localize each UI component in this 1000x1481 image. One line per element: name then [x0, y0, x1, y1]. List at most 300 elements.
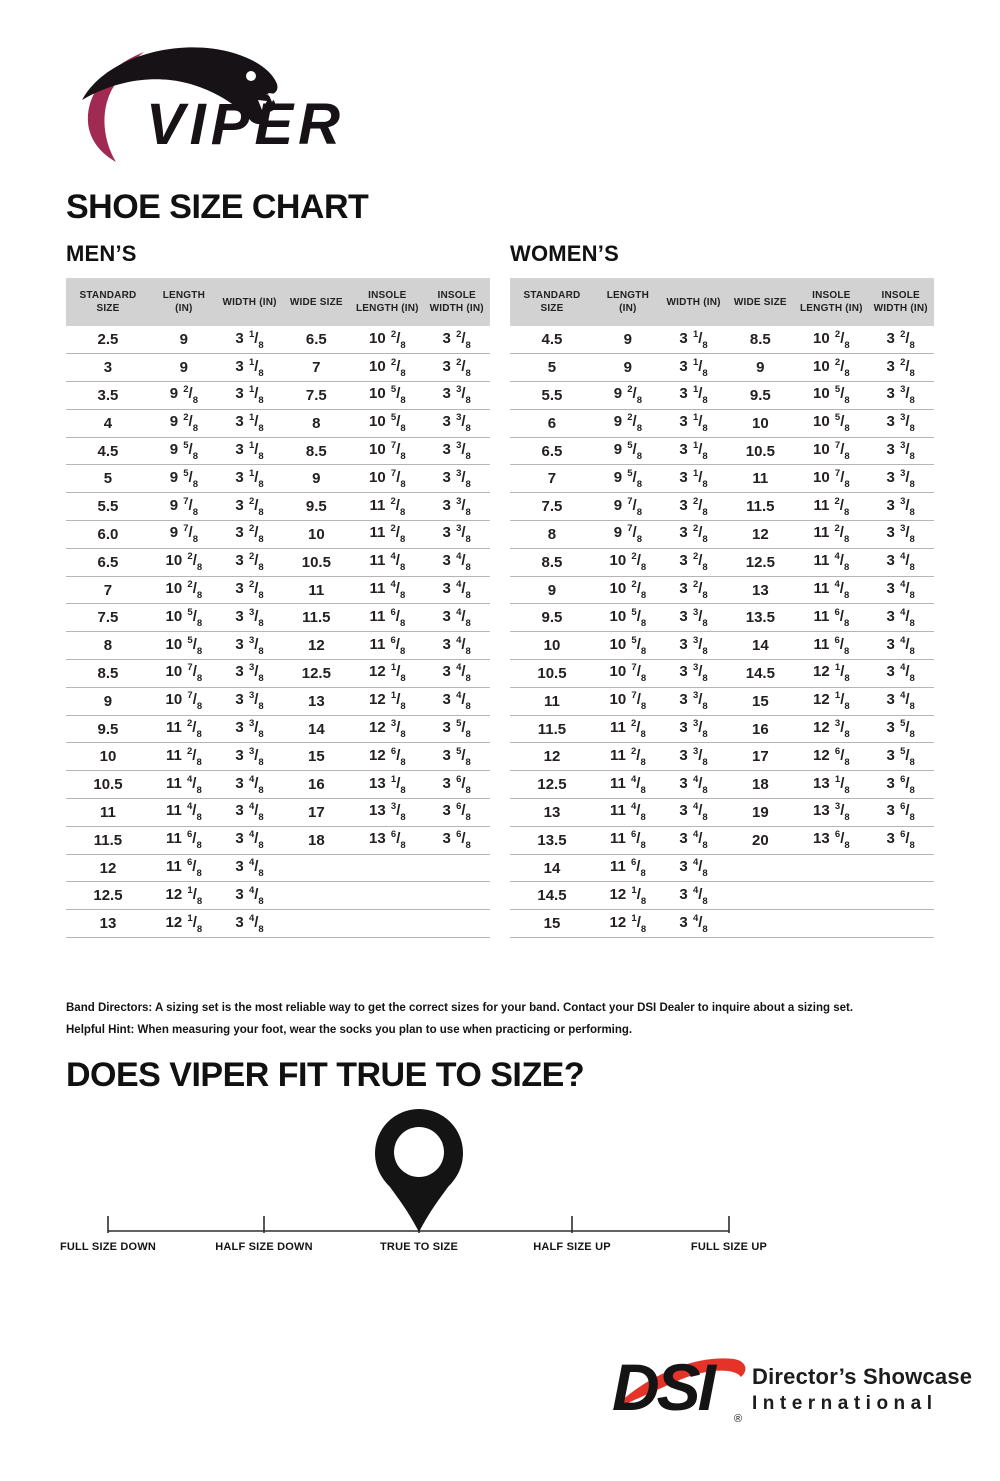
width-in-cell: 3 $^3/_8$: [662, 632, 726, 660]
wide-size-cell: 12.5: [281, 660, 351, 688]
wide-size-cell: 9.5: [725, 382, 795, 410]
insole-length-in-cell: [795, 910, 867, 938]
wide-size-cell: 8: [281, 409, 351, 437]
width-in-cell: 3 $^1/_8$: [662, 354, 726, 382]
width-in-cell: 3 $^3/_8$: [662, 715, 726, 743]
length-in-cell: 10 $^7/_8$: [594, 660, 662, 688]
length-in-cell: 9: [594, 354, 662, 382]
insole-width-in-cell: 3 $^4/_8$: [423, 687, 490, 715]
insole-length-in-cell: 11 $^4/_8$: [351, 576, 423, 604]
width-in-cell: 3 $^4/_8$: [662, 854, 726, 882]
table-row: [510, 548, 934, 576]
standard-size-cell: 4.5: [66, 437, 150, 465]
table-row: [66, 437, 490, 465]
width-in-cell: 3 $^4/_8$: [662, 826, 726, 854]
insole-length-in-cell: 11 $^4/_8$: [351, 548, 423, 576]
wide-size-cell: [725, 854, 795, 882]
insole-length-in-cell: 10 $^2/_8$: [351, 354, 423, 382]
width-in-cell: 3 $^4/_8$: [662, 882, 726, 910]
width-in-cell: 3 $^3/_8$: [662, 604, 726, 632]
womens-size-table-section: [510, 241, 934, 938]
table-row: [510, 465, 934, 493]
insole-length-in-cell: 10 $^5/_8$: [351, 409, 423, 437]
insole-length-in-cell: 10 $^5/_8$: [795, 409, 867, 437]
width-in-cell: 3 $^3/_8$: [662, 660, 726, 688]
table-row: [510, 743, 934, 771]
length-in-cell: 11 $^2/_8$: [150, 743, 218, 771]
standard-size-cell: 6: [510, 409, 594, 437]
viper-logo: [58, 38, 350, 168]
wide-size-cell: 19: [725, 799, 795, 827]
table-row: [510, 604, 934, 632]
wide-size-cell: 20: [725, 826, 795, 854]
column-header-length-in: LENGTH (IN): [150, 278, 218, 326]
length-in-cell: 11 $^2/_8$: [150, 715, 218, 743]
length-in-cell: 9 $^2/_8$: [594, 382, 662, 410]
length-in-cell: 11 $^6/_8$: [594, 826, 662, 854]
table-row: [66, 910, 490, 938]
width-in-cell: 3 $^3/_8$: [218, 715, 282, 743]
width-in-cell: 3 $^2/_8$: [218, 548, 282, 576]
insole-length-in-cell: [351, 910, 423, 938]
insole-length-in-cell: 13 $^3/_8$: [351, 799, 423, 827]
table-row: [66, 854, 490, 882]
width-in-cell: 3 $^2/_8$: [662, 548, 726, 576]
insole-length-in-cell: 11 $^4/_8$: [795, 576, 867, 604]
insole-length-in-cell: 13 $^6/_8$: [795, 826, 867, 854]
table-row: [66, 604, 490, 632]
dsi-company-name: [752, 1364, 972, 1415]
table-row: [510, 771, 934, 799]
wide-size-cell: [281, 910, 351, 938]
wide-size-cell: 18: [725, 771, 795, 799]
table-row: [66, 493, 490, 521]
table-row: [510, 326, 934, 354]
standard-size-cell: 12: [66, 854, 150, 882]
column-header-wide-size: WIDE SIZE: [725, 278, 795, 326]
width-in-cell: 3 $^2/_8$: [662, 576, 726, 604]
table-row: [66, 632, 490, 660]
standard-size-cell: 12.5: [510, 771, 594, 799]
band-directors-note: Band Directors: A sizing set is the most reliable way to get the correct sizes for your band. Contact your DSI Dealer to inquire about a sizing set.: [66, 1002, 854, 1014]
standard-size-cell: 11: [510, 687, 594, 715]
insole-length-in-cell: 10 $^2/_8$: [351, 326, 423, 354]
standard-size-cell: 7.5: [510, 493, 594, 521]
standard-size-cell: 3: [66, 354, 150, 382]
standard-size-cell: 9: [66, 687, 150, 715]
length-in-cell: 11 $^2/_8$: [594, 715, 662, 743]
insole-width-in-cell: [423, 882, 490, 910]
insole-length-in-cell: 10 $^7/_8$: [795, 437, 867, 465]
insole-length-in-cell: 11 $^2/_8$: [351, 521, 423, 549]
standard-size-cell: 11.5: [66, 826, 150, 854]
insole-length-in-cell: [795, 854, 867, 882]
table-row: [510, 882, 934, 910]
column-header-width-in: WIDTH (IN): [662, 278, 726, 326]
insole-width-in-cell: 3 $^3/_8$: [867, 493, 934, 521]
length-in-cell: 9 $^2/_8$: [594, 409, 662, 437]
table-row: [510, 576, 934, 604]
table-row: [66, 548, 490, 576]
wide-size-cell: 12: [281, 632, 351, 660]
width-in-cell: 3 $^4/_8$: [218, 799, 282, 827]
wide-size-cell: 13.5: [725, 604, 795, 632]
insole-width-in-cell: 3 $^4/_8$: [423, 660, 490, 688]
insole-width-in-cell: 3 $^3/_8$: [867, 382, 934, 410]
standard-size-cell: 5: [510, 354, 594, 382]
table-row: [510, 799, 934, 827]
insole-length-in-cell: 12 $^1/_8$: [351, 660, 423, 688]
insole-length-in-cell: 10 $^5/_8$: [351, 382, 423, 410]
table-row: [510, 854, 934, 882]
standard-size-cell: 2.5: [66, 326, 150, 354]
insole-width-in-cell: 3 $^4/_8$: [423, 604, 490, 632]
insole-width-in-cell: 3 $^5/_8$: [867, 743, 934, 771]
length-in-cell: 9: [150, 326, 218, 354]
wide-size-cell: 8.5: [281, 437, 351, 465]
insole-width-in-cell: 3 $^3/_8$: [867, 437, 934, 465]
width-in-cell: 3 $^1/_8$: [218, 326, 282, 354]
width-in-cell: 3 $^3/_8$: [218, 632, 282, 660]
insole-length-in-cell: 12 $^1/_8$: [795, 687, 867, 715]
width-in-cell: 3 $^1/_8$: [662, 326, 726, 354]
column-header-standard-size: STANDARD SIZE: [510, 278, 594, 326]
table-row: [510, 632, 934, 660]
insole-width-in-cell: 3 $^3/_8$: [423, 382, 490, 410]
wide-size-cell: 11.5: [725, 493, 795, 521]
dsi-name-line1: Director’s Showcase: [752, 1364, 973, 1389]
length-in-cell: 10 $^7/_8$: [150, 687, 218, 715]
length-in-cell: 11 $^4/_8$: [150, 799, 218, 827]
table-row: [510, 409, 934, 437]
table-row: [66, 687, 490, 715]
insole-length-in-cell: 11 $^4/_8$: [795, 548, 867, 576]
length-in-cell: 9 $^5/_8$: [150, 465, 218, 493]
insole-length-in-cell: 13 $^1/_8$: [351, 771, 423, 799]
wide-size-cell: 14: [725, 632, 795, 660]
insole-length-in-cell: 11 $^6/_8$: [351, 604, 423, 632]
table-row: [66, 382, 490, 410]
standard-size-cell: 7: [510, 465, 594, 493]
length-in-cell: 9 $^5/_8$: [594, 437, 662, 465]
insole-width-in-cell: [867, 882, 934, 910]
insole-width-in-cell: 3 $^6/_8$: [867, 771, 934, 799]
sizing-notes: [66, 997, 853, 1041]
fit-label-half-size-down: HALF SIZE DOWN: [215, 1241, 313, 1253]
insole-length-in-cell: 10 $^2/_8$: [795, 354, 867, 382]
insole-width-in-cell: 3 $^6/_8$: [423, 799, 490, 827]
standard-size-cell: 8: [66, 632, 150, 660]
wide-size-cell: 11: [725, 465, 795, 493]
length-in-cell: 9 $^2/_8$: [150, 382, 218, 410]
table-row: [66, 354, 490, 382]
insole-length-in-cell: 11 $^6/_8$: [795, 632, 867, 660]
wide-size-cell: 7.5: [281, 382, 351, 410]
wide-size-cell: 7: [281, 354, 351, 382]
insole-length-in-cell: [795, 882, 867, 910]
width-in-cell: 3 $^3/_8$: [218, 743, 282, 771]
wide-size-cell: 13: [281, 687, 351, 715]
length-in-cell: 10 $^5/_8$: [150, 604, 218, 632]
length-in-cell: 10 $^5/_8$: [150, 632, 218, 660]
insole-width-in-cell: 3 $^6/_8$: [867, 799, 934, 827]
width-in-cell: 3 $^1/_8$: [218, 382, 282, 410]
standard-size-cell: 6.0: [66, 521, 150, 549]
width-in-cell: 3 $^4/_8$: [218, 771, 282, 799]
insole-width-in-cell: [423, 854, 490, 882]
width-in-cell: 3 $^2/_8$: [662, 493, 726, 521]
standard-size-cell: 9.5: [66, 715, 150, 743]
wide-size-cell: [281, 882, 351, 910]
width-in-cell: 3 $^4/_8$: [662, 799, 726, 827]
womens-section-title: WOMEN’S: [510, 241, 619, 266]
length-in-cell: 11 $^6/_8$: [150, 854, 218, 882]
length-in-cell: 10 $^5/_8$: [594, 632, 662, 660]
insole-width-in-cell: 3 $^4/_8$: [423, 576, 490, 604]
dsi-registered-mark: ®: [734, 1413, 743, 1425]
table-row: [66, 576, 490, 604]
table-row: [510, 715, 934, 743]
insole-length-in-cell: 11 $^6/_8$: [351, 632, 423, 660]
wide-size-cell: 6.5: [281, 326, 351, 354]
length-in-cell: 10 $^2/_8$: [150, 548, 218, 576]
width-in-cell: 3 $^2/_8$: [218, 521, 282, 549]
insole-length-in-cell: 10 $^7/_8$: [351, 465, 423, 493]
insole-length-in-cell: 12 $^1/_8$: [351, 687, 423, 715]
length-in-cell: 11 $^4/_8$: [594, 799, 662, 827]
standard-size-cell: 5.5: [510, 382, 594, 410]
length-in-cell: 10 $^2/_8$: [594, 548, 662, 576]
standard-size-cell: 13: [510, 799, 594, 827]
standard-size-cell: 5.5: [66, 493, 150, 521]
wide-size-cell: [281, 854, 351, 882]
wide-size-cell: 14: [281, 715, 351, 743]
width-in-cell: 3 $^1/_8$: [662, 382, 726, 410]
insole-width-in-cell: 3 $^5/_8$: [423, 743, 490, 771]
wide-size-cell: 17: [725, 743, 795, 771]
wide-size-cell: 8.5: [725, 326, 795, 354]
table-row: [66, 826, 490, 854]
insole-width-in-cell: 3 $^4/_8$: [867, 660, 934, 688]
width-in-cell: 3 $^4/_8$: [218, 826, 282, 854]
mens-size-table: [66, 278, 490, 938]
table-row: [510, 437, 934, 465]
viper-wordmark: VIPER: [146, 92, 346, 157]
length-in-cell: 10 $^2/_8$: [594, 576, 662, 604]
length-in-cell: 11 $^6/_8$: [594, 854, 662, 882]
width-in-cell: 3 $^3/_8$: [662, 743, 726, 771]
table-row: [510, 687, 934, 715]
column-header-insole-length-in: INSOLE LENGTH (IN): [795, 278, 867, 326]
insole-width-in-cell: 3 $^4/_8$: [867, 604, 934, 632]
width-in-cell: 3 $^1/_8$: [662, 409, 726, 437]
insole-length-in-cell: 12 $^3/_8$: [351, 715, 423, 743]
wide-size-cell: 17: [281, 799, 351, 827]
table-row: [66, 521, 490, 549]
insole-length-in-cell: [351, 882, 423, 910]
width-in-cell: 3 $^3/_8$: [218, 687, 282, 715]
insole-width-in-cell: 3 $^5/_8$: [423, 715, 490, 743]
length-in-cell: 9: [594, 326, 662, 354]
insole-width-in-cell: [423, 910, 490, 938]
insole-width-in-cell: 3 $^4/_8$: [423, 632, 490, 660]
insole-length-in-cell: 11 $^2/_8$: [795, 493, 867, 521]
length-in-cell: 9 $^7/_8$: [594, 521, 662, 549]
dsi-wordmark: DSI: [612, 1350, 714, 1424]
table-row: [66, 882, 490, 910]
dsi-logo: [608, 1342, 748, 1432]
width-in-cell: 3 $^1/_8$: [218, 409, 282, 437]
insole-length-in-cell: 11 $^2/_8$: [351, 493, 423, 521]
standard-size-cell: 14: [510, 854, 594, 882]
wide-size-cell: 12: [725, 521, 795, 549]
standard-size-cell: 5: [66, 465, 150, 493]
insole-length-in-cell: 11 $^2/_8$: [795, 521, 867, 549]
width-in-cell: 3 $^1/_8$: [218, 437, 282, 465]
table-row: [510, 521, 934, 549]
standard-size-cell: 8.5: [510, 548, 594, 576]
page-title: SHOE SIZE CHART: [66, 188, 369, 226]
standard-size-cell: 9: [510, 576, 594, 604]
mens-size-table-section: [66, 241, 490, 938]
length-in-cell: 12 $^1/_8$: [594, 882, 662, 910]
table-row: [66, 326, 490, 354]
length-in-cell: 9: [150, 354, 218, 382]
length-in-cell: 9 $^7/_8$: [594, 493, 662, 521]
wide-size-cell: 9: [725, 354, 795, 382]
standard-size-cell: 10: [66, 743, 150, 771]
insole-width-in-cell: 3 $^3/_8$: [867, 521, 934, 549]
length-in-cell: 10 $^5/_8$: [594, 604, 662, 632]
length-in-cell: 10 $^7/_8$: [150, 660, 218, 688]
dsi-name-line2: International: [752, 1393, 938, 1414]
column-header-insole-width-in: INSOLE WIDTH (IN): [867, 278, 934, 326]
insole-length-in-cell: 12 $^3/_8$: [795, 715, 867, 743]
width-in-cell: 3 $^4/_8$: [218, 882, 282, 910]
column-header-standard-size: STANDARD SIZE: [66, 278, 150, 326]
standard-size-cell: 13.5: [510, 826, 594, 854]
column-header-insole-length-in: INSOLE LENGTH (IN): [351, 278, 423, 326]
wide-size-cell: 16: [725, 715, 795, 743]
width-in-cell: 3 $^3/_8$: [218, 660, 282, 688]
length-in-cell: 10 $^2/_8$: [150, 576, 218, 604]
standard-size-cell: 7.5: [66, 604, 150, 632]
standard-size-cell: 10: [510, 632, 594, 660]
length-in-cell: 11 $^6/_8$: [150, 826, 218, 854]
table-row: [66, 465, 490, 493]
width-in-cell: 3 $^4/_8$: [218, 910, 282, 938]
wide-size-cell: [725, 882, 795, 910]
womens-size-table: [510, 278, 934, 938]
fit-label-true-to-size: TRUE TO SIZE: [380, 1241, 458, 1253]
standard-size-cell: 12.5: [66, 882, 150, 910]
column-header-insole-width-in: INSOLE WIDTH (IN): [423, 278, 490, 326]
table-row: [510, 354, 934, 382]
standard-size-cell: 9.5: [510, 604, 594, 632]
wide-size-cell: 14.5: [725, 660, 795, 688]
standard-size-cell: 14.5: [510, 882, 594, 910]
insole-width-in-cell: 3 $^6/_8$: [867, 826, 934, 854]
table-header-row: [510, 278, 934, 326]
table-row: [66, 409, 490, 437]
standard-size-cell: 4: [66, 409, 150, 437]
insole-width-in-cell: 3 $^4/_8$: [867, 548, 934, 576]
insole-width-in-cell: [867, 854, 934, 882]
insole-width-in-cell: 3 $^3/_8$: [423, 437, 490, 465]
table-row: [510, 826, 934, 854]
fit-label-full-size-down: FULL SIZE DOWN: [59, 1241, 157, 1253]
length-in-cell: 12 $^1/_8$: [594, 910, 662, 938]
width-in-cell: 3 $^4/_8$: [662, 910, 726, 938]
insole-length-in-cell: 12 $^1/_8$: [795, 660, 867, 688]
standard-size-cell: 12: [510, 743, 594, 771]
fit-question-title: DOES VIPER FIT TRUE TO SIZE?: [66, 1056, 585, 1094]
insole-width-in-cell: 3 $^3/_8$: [423, 465, 490, 493]
viper-snake-eye: [246, 71, 256, 81]
standard-size-cell: 15: [510, 910, 594, 938]
length-in-cell: 9 $^7/_8$: [150, 493, 218, 521]
standard-size-cell: 8.5: [66, 660, 150, 688]
insole-width-in-cell: 3 $^6/_8$: [423, 826, 490, 854]
pin-hole: [394, 1127, 444, 1177]
width-in-cell: 3 $^2/_8$: [662, 521, 726, 549]
column-header-wide-size: WIDE SIZE: [281, 278, 351, 326]
insole-length-in-cell: 10 $^7/_8$: [795, 465, 867, 493]
insole-width-in-cell: 3 $^4/_8$: [867, 687, 934, 715]
standard-size-cell: 4.5: [510, 326, 594, 354]
wide-size-cell: 12.5: [725, 548, 795, 576]
insole-width-in-cell: 3 $^3/_8$: [423, 409, 490, 437]
insole-length-in-cell: 10 $^5/_8$: [795, 382, 867, 410]
standard-size-cell: 11: [66, 799, 150, 827]
insole-length-in-cell: 13 $^3/_8$: [795, 799, 867, 827]
table-row: [66, 660, 490, 688]
insole-width-in-cell: 3 $^4/_8$: [867, 632, 934, 660]
table-row: [66, 771, 490, 799]
width-in-cell: 3 $^3/_8$: [662, 687, 726, 715]
width-in-cell: 3 $^1/_8$: [218, 354, 282, 382]
table-header-row: [66, 278, 490, 326]
insole-width-in-cell: 3 $^6/_8$: [423, 771, 490, 799]
insole-length-in-cell: 12 $^6/_8$: [795, 743, 867, 771]
standard-size-cell: 11.5: [510, 715, 594, 743]
table-row: [510, 910, 934, 938]
length-in-cell: 9 $^7/_8$: [150, 521, 218, 549]
insole-width-in-cell: 3 $^3/_8$: [423, 521, 490, 549]
insole-length-in-cell: 10 $^7/_8$: [351, 437, 423, 465]
wide-size-cell: 16: [281, 771, 351, 799]
width-in-cell: 3 $^1/_8$: [662, 437, 726, 465]
standard-size-cell: 6.5: [66, 548, 150, 576]
length-in-cell: 9 $^2/_8$: [150, 409, 218, 437]
width-in-cell: 3 $^4/_8$: [662, 771, 726, 799]
width-in-cell: 3 $^2/_8$: [218, 493, 282, 521]
wide-size-cell: 10.5: [725, 437, 795, 465]
width-in-cell: 3 $^2/_8$: [218, 576, 282, 604]
table-row: [66, 743, 490, 771]
table-row: [66, 799, 490, 827]
wide-size-cell: 11.5: [281, 604, 351, 632]
length-in-cell: 11 $^4/_8$: [150, 771, 218, 799]
standard-size-cell: 10.5: [66, 771, 150, 799]
wide-size-cell: 15: [281, 743, 351, 771]
fit-label-full-size-up: FULL SIZE UP: [690, 1241, 768, 1253]
insole-width-in-cell: 3 $^2/_8$: [423, 326, 490, 354]
wide-size-cell: 9.5: [281, 493, 351, 521]
table-row: [510, 382, 934, 410]
width-in-cell: 3 $^4/_8$: [218, 854, 282, 882]
insole-length-in-cell: [351, 854, 423, 882]
